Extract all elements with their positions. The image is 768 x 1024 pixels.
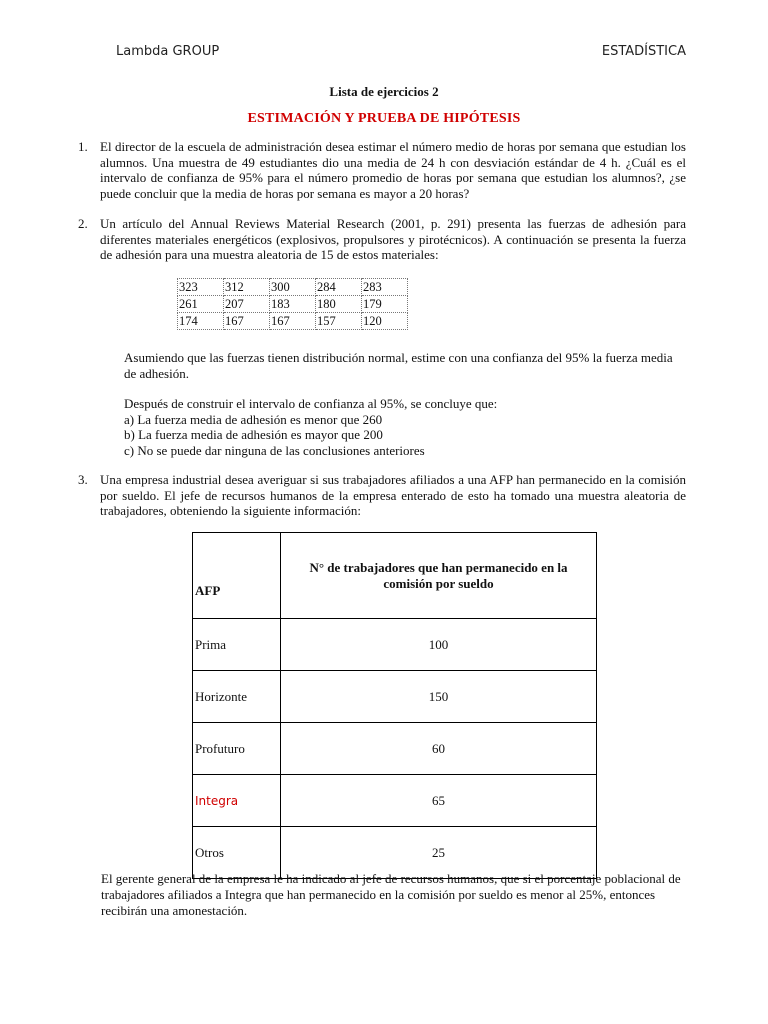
exercise-3-text: Una empresa industrial desea averiguar si sus trabajadores afiliados a una AFP han permanecido en la comisión por sueldo. El jefe de recursos humanos de la empresa enterado de esto ha tomado una muestra aleatoria de trabajadores, obteniendo la siguiente información:: [100, 472, 686, 518]
table-row: [193, 671, 597, 723]
table-cell: 167: [270, 313, 316, 330]
table-cell: 157: [316, 313, 362, 330]
table-cell: 283: [362, 279, 408, 296]
page-title: Lista de ejercicios 2: [329, 84, 439, 99]
table-cell: 323: [178, 279, 224, 296]
option-c: c) No se puede dar ninguna de las conclusiones anteriores: [124, 442, 425, 458]
exercise-1-number: 1.: [78, 139, 88, 154]
table-row: [193, 619, 597, 671]
table-header-row: [193, 533, 597, 619]
worker-count: 65: [281, 775, 597, 827]
table-cell: 261: [178, 296, 224, 313]
exercise-2: [78, 216, 686, 263]
table-cell: 120: [362, 313, 408, 330]
table-cell: 167: [224, 313, 270, 330]
exercise-3: [78, 472, 686, 519]
exercise-2-text: Un artículo del Annual Reviews Material Research (2001, p. 291) presenta las fuerzas de adhesión para diferentes materiales energéticos (explosivos, propulsores y pirotécnicos). A continuación se presenta la fuerza de adhesión para una muestra aleatoria de 15 de estos materiales:: [100, 216, 686, 262]
header-left: Lambda GROUP: [116, 44, 220, 59]
exercise-2-number: 2.: [78, 216, 88, 231]
workers-column-header: N° de trabajadores que han permanecido en la comisión por sueldo: [281, 533, 597, 619]
exercise-3-number: 3.: [78, 472, 88, 487]
table-cell: 174: [178, 313, 224, 330]
table-cell: 180: [316, 296, 362, 313]
afp-name: Otros: [193, 827, 281, 879]
followup-text: Después de construir el intervalo de confianza al 95%, se concluye que:: [124, 396, 498, 411]
page-subtitle: ESTIMACIÓN Y PRUEBA DE HIPÓTESIS: [247, 111, 521, 126]
exercise-1: [78, 139, 686, 201]
table-row: [178, 313, 408, 330]
afp-name: Horizonte: [193, 671, 281, 723]
worker-count: 25: [281, 827, 597, 879]
table-cell: 179: [362, 296, 408, 313]
exercise-2-question: [124, 350, 686, 381]
exercise-2-conclusions: [124, 396, 686, 458]
worker-count: 60: [281, 723, 597, 775]
afp-table: [192, 532, 597, 879]
afp-name: Prima: [193, 619, 281, 671]
table-row: [193, 775, 597, 827]
table-cell: 284: [316, 279, 362, 296]
afp-column-header: AFP: [193, 533, 281, 619]
header-right: ESTADÍSTICA: [601, 44, 686, 59]
exercise-1-text: El director de la escuela de administración desea estimar el número medio de horas por semana que estudian los alumnos. Una muestra de 49 estudiantes dio una media de 24 h con desviación estándar de 4 h. ¿Cuál es el intervalo de confianza de 95% para el número promedio de horas por semana que estudian los alumnos?, ¿se puede concluir que la media de horas por semana es mayor a 20 horas?: [100, 139, 686, 201]
closing-paragraph: El gerente general de la empresa le ha indicado al jefe de recursos humanos, que si el porcentaje poblacional de trabajadores afiliados a Integra que han permanecido en la comisión por sueldo es menor al 25%, entonces recibirán una amonestación.: [101, 871, 681, 918]
table-cell: 183: [270, 296, 316, 313]
table-row: [178, 296, 408, 313]
question-text: Asumiendo que las fuerzas tienen distribución normal, estime con una confianza del 95% la fuerza media de adhesión.: [124, 350, 673, 381]
worker-count: 150: [281, 671, 597, 723]
afp-name: Profuturo: [193, 723, 281, 775]
option-a: a) La fuerza media de adhesión es menor que 260: [124, 411, 383, 427]
option-b: b) La fuerza media de adhesión es mayor que 200: [124, 427, 383, 442]
afp-name-highlighted: Integra: [193, 775, 281, 827]
table-row: [178, 279, 408, 296]
table-cell: 312: [224, 279, 270, 296]
table-cell: 207: [224, 296, 270, 313]
table-row: [193, 723, 597, 775]
worker-count: 100: [281, 619, 597, 671]
adhesion-data-table: [177, 278, 408, 330]
table-cell: 300: [270, 279, 316, 296]
